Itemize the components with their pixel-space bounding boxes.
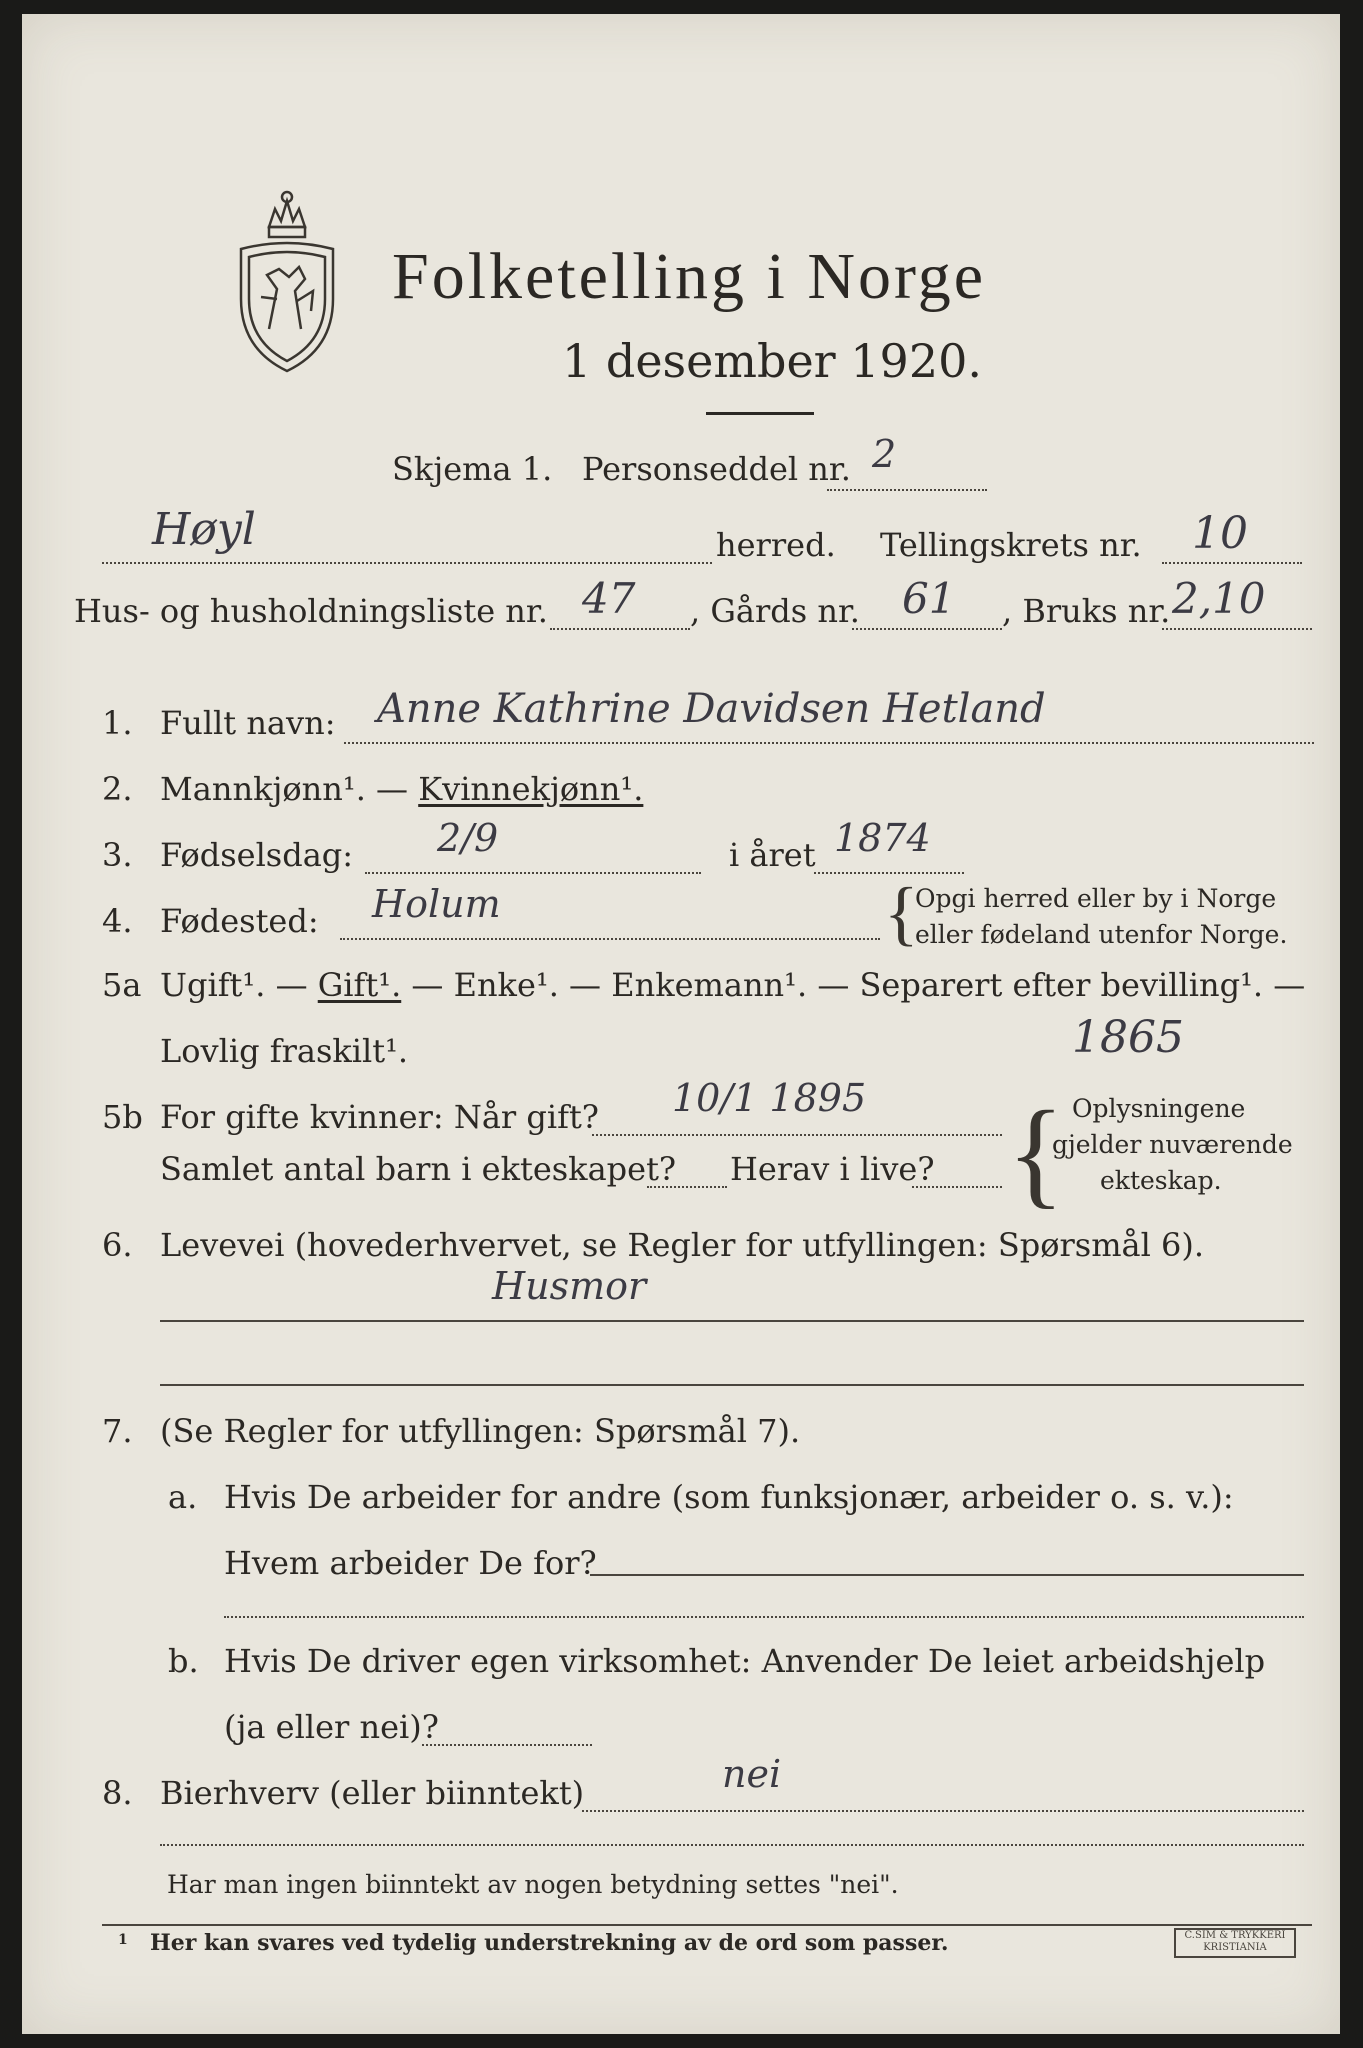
bruks-line (1162, 628, 1312, 630)
hus-line (550, 628, 690, 630)
gards-label: , Gårds nr. (690, 592, 860, 630)
q7b-label-2: (ja eller nei)? (224, 1708, 439, 1746)
q7b-label: Hvis De driver egen virksomhet: Anvender De leiet arbeidshjelp (224, 1642, 1266, 1680)
form-title: Folketelling i Norge (392, 240, 987, 313)
footnote-mark: 1 (118, 1932, 128, 1948)
q6-label: Levevei (hovederhvervet, se Regler for utfyllingen: Spørsmål 6). (160, 1226, 1205, 1264)
birthday-line (365, 872, 701, 874)
q4-number: 4. (102, 902, 133, 940)
herred-label: herred. (716, 526, 836, 564)
gards-line (852, 628, 1002, 630)
q8-label: Bierhverv (eller biinntekt) (160, 1774, 585, 1812)
title-divider (706, 412, 814, 415)
coat-of-arms-icon (227, 179, 347, 379)
hus-label: Hus- og husholdningsliste nr. (74, 592, 548, 630)
tellingskrets-value: 10 (1192, 508, 1248, 559)
marriage-note-brace: { (1007, 1086, 1065, 1219)
full-name-value: Anne Kathrine Davidsen Hetland (377, 686, 1046, 732)
children-line (647, 1186, 727, 1188)
birthplace-note-2: eller fødeland utenfor Norge. (915, 920, 1288, 949)
marriage-note-2: gjelder nuværende (1052, 1130, 1293, 1159)
q6-number: 6. (102, 1226, 133, 1264)
q1-label: Fullt navn: (160, 704, 336, 742)
employer-line-1 (590, 1574, 1304, 1576)
note-brace: { (884, 873, 919, 953)
personseddel-value: 2 (872, 432, 897, 476)
married-date-value: 10/1 1895 (672, 1076, 867, 1120)
married-date-line (592, 1134, 1002, 1136)
schema-label: Skjema 1. (392, 450, 553, 488)
personseddel-line (827, 489, 987, 491)
footnote-divider (102, 1924, 1312, 1926)
q7b-number: b. (168, 1642, 199, 1680)
birth-year-value: 1874 (834, 816, 931, 860)
q7-number: 7. (102, 1412, 133, 1450)
stamp-line-2: KRISTIANIA (1203, 1942, 1267, 1953)
ugift-option: Ugift¹. — (160, 966, 318, 1004)
q5b-label: For gifte kvinner: Når gift? (160, 1098, 599, 1136)
male-option: Mannkjønn¹. (160, 770, 366, 808)
occupation-value: Husmor (492, 1264, 647, 1308)
herred-line (102, 562, 712, 564)
employer-line-2 (224, 1616, 1304, 1618)
alive-label: Herav i live? (730, 1150, 935, 1188)
footnote-text: Her kan svares ved tydelig understrekning av de ord som passer. (150, 1930, 949, 1956)
occupation-line-1 (160, 1320, 1304, 1322)
q5b-number: 5b (102, 1098, 143, 1136)
herred-value: Høyl (152, 504, 256, 555)
birth-year-label: i året (729, 836, 816, 874)
census-form (22, 14, 1340, 2034)
printer-stamp (1174, 1928, 1296, 1958)
q2-number: 2. (102, 770, 133, 808)
full-name-line (344, 742, 1314, 744)
stamp-line-1: C.SIM & TRYKKERI (1184, 1930, 1286, 1941)
gift-option: Gift¹. (317, 966, 402, 1004)
form-date: 1 desember 1920. (562, 334, 982, 388)
q7a-label-2: Hvem arbeider De for? (224, 1544, 597, 1582)
q7a-label: Hvis De arbeider for andre (som funksjonær, arbeider o. s. v.): (224, 1478, 1234, 1516)
personseddel-label: Personseddel nr. (582, 450, 851, 488)
q7-label: (Se Regler for utfyllingen: Spørsmål 7). (160, 1412, 801, 1450)
side-income-line (582, 1810, 1304, 1812)
bruks-value: 2,10 (1172, 574, 1266, 623)
q8-number: 8. (102, 1774, 133, 1812)
footer-note: Har man ingen biinntekt av nogen betydning settes "nei". (167, 1870, 899, 1899)
marriage-note-1: Oplysningene (1072, 1094, 1246, 1123)
birthplace-note-1: Opgi herred eller by i Norge (915, 884, 1277, 913)
q1-number: 1. (102, 704, 133, 742)
marital-status-options (160, 966, 1305, 1004)
q3-number: 3. (102, 836, 133, 874)
children-label: Samlet antal barn i ekteskapet? (160, 1150, 677, 1188)
other-options: — Enke¹. — Enkemann¹. — Separert efter bevilling¹. — (401, 966, 1306, 1004)
birthplace-value: Holum (372, 882, 501, 926)
q3-label: Fødselsdag: (160, 836, 354, 874)
hus-value: 47 (582, 574, 636, 623)
bruks-label: , Bruks nr. (1002, 592, 1171, 630)
hired-help-line (422, 1744, 592, 1746)
female-option: Kvinnekjønn¹. (418, 770, 644, 808)
marriage-note-3: ekteskap. (1100, 1166, 1222, 1195)
birthday-value: 2/9 (437, 816, 499, 860)
tellingskrets-line (1162, 562, 1302, 564)
footer-divider (160, 1844, 1304, 1846)
tellingskrets-label: Tellingskrets nr. (880, 526, 1142, 564)
q5a-number: 5a (102, 966, 142, 1004)
lovlig-fraskilt: Lovlig fraskilt¹. (160, 1032, 409, 1070)
side-income-value: nei (722, 1752, 782, 1796)
q4-label: Fødested: (160, 902, 319, 940)
birthplace-line (340, 938, 880, 940)
gender-separator: — (365, 770, 419, 808)
margin-note: 1865 (1072, 1012, 1184, 1063)
q7a-number: a. (168, 1478, 198, 1516)
alive-line (912, 1186, 1002, 1188)
occupation-line-2 (160, 1384, 1304, 1386)
gards-value: 61 (902, 574, 956, 623)
q2-label (160, 770, 643, 808)
